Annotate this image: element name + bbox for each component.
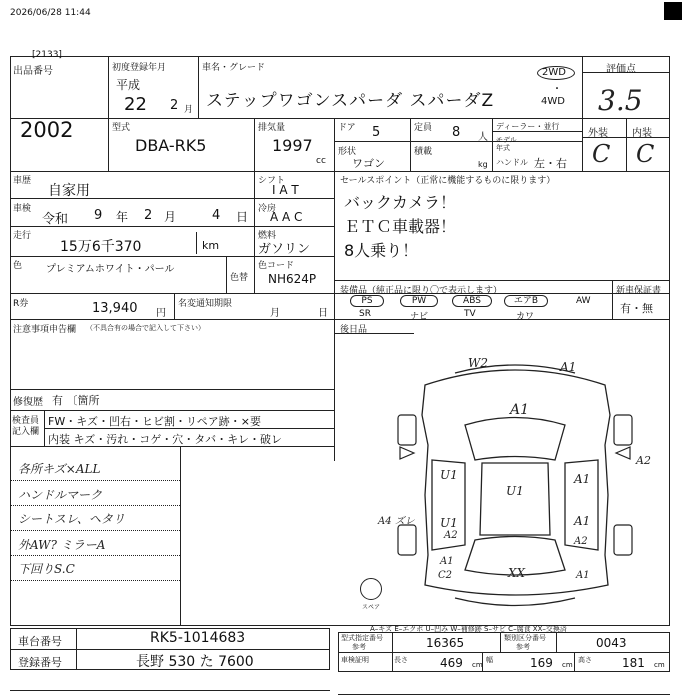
drive-2wd: 2WD	[542, 67, 566, 78]
timestamp: 2026/06/28 11:44	[10, 8, 91, 18]
height-value: 181	[622, 656, 645, 670]
sales-point-line-1: バックカメラ！	[344, 193, 457, 212]
class-num-sub: 参考	[516, 643, 530, 651]
history-label: 車歴	[13, 176, 32, 186]
equip-pw: PW	[400, 295, 438, 307]
equip-aw: AW	[576, 296, 591, 306]
mark-10: A4 ズレ	[378, 516, 415, 527]
notes-sub: （不具合有の場合で記入して下さい）	[86, 324, 205, 332]
capacity-label: 定員	[414, 123, 433, 133]
mark-8: U1	[440, 516, 458, 530]
drive-4wd: 4WD	[541, 96, 565, 107]
handnote-5: 下回りS.C	[18, 562, 75, 576]
inspector-row2: 内装 キズ・汚れ・コゲ・穴・タバ・キレ・破レ	[48, 433, 283, 446]
class-num-value: 0043	[596, 636, 627, 650]
notes-label: 注意事項申告欄	[13, 325, 77, 335]
mileage-unit: km	[202, 239, 220, 252]
shift-value: I A T	[272, 183, 299, 197]
type-num-label: 型式指定番号	[341, 634, 383, 642]
color-change-label: 色替	[230, 273, 249, 283]
doors-label: ドア	[338, 123, 356, 133]
load-label: 積載	[414, 147, 433, 157]
equip-ps: PS	[350, 295, 384, 307]
load-unit: kg	[478, 160, 488, 169]
mark-16: A2	[574, 536, 588, 547]
inspection-month: 2	[144, 208, 153, 223]
inspection-day-unit: 日	[236, 210, 249, 224]
size-label: 車検証明	[341, 656, 369, 664]
mark-7: A1	[574, 472, 591, 486]
inspector-row1: FW・キズ・凹右・ヒビ割・リペア跡・×要	[48, 415, 261, 428]
mark-1: W2	[468, 356, 488, 370]
spare-label: スペア	[362, 604, 381, 611]
name-change-day: 日	[318, 308, 328, 319]
grade-value: 3.5	[598, 84, 643, 117]
later-label: 後日品	[340, 325, 368, 335]
shape-value: ワゴン	[352, 157, 385, 170]
spare-tire-circle	[360, 578, 382, 600]
handle-label: ハンドル	[496, 158, 528, 167]
equip-airbag: エアB	[504, 295, 548, 307]
drive-sep: ・	[552, 84, 562, 95]
mark-9: A1	[574, 514, 591, 528]
recycle-value: 13,940	[92, 301, 138, 316]
fuel-label: 燃料	[258, 231, 277, 241]
mark-14: XX	[508, 566, 526, 580]
mileage-label: 走行	[13, 231, 32, 241]
chassis-value: RK5-1014683	[150, 630, 246, 646]
inspection-era: 令和	[42, 212, 69, 227]
displacement-value: 1997	[272, 136, 313, 155]
car-name-label: 車名・グレード	[202, 63, 266, 73]
name-change-month: 月	[270, 308, 280, 319]
mileage-value: 15万6千370	[60, 239, 142, 255]
exterior-label: 外装	[588, 128, 608, 139]
legend-text: A–キズ E–エクボ U–凹み W–補修跡 S–サビ C–腐食 XX–交換済	[370, 625, 567, 633]
width-value: 169	[530, 656, 553, 670]
length-label: 長さ	[394, 656, 408, 664]
mark-15: A1	[576, 570, 590, 581]
history-value: 自家用	[48, 183, 90, 199]
inspection-label: 車検	[13, 204, 32, 214]
model-year-label: モデル 年式	[496, 136, 517, 152]
doors-value: 5	[372, 125, 381, 140]
sales-point-label: セールスポイント（正常に機能するものに限ります）	[340, 176, 556, 186]
first-reg-label: 初度登録年月	[112, 63, 167, 73]
handnote-3: シートスレ、ヘタリ	[18, 512, 125, 526]
equip-abs: ABS	[452, 295, 492, 307]
mark-13: A1	[440, 556, 454, 567]
chassis-label: 車台番号	[18, 635, 62, 648]
lot-number: 2002	[20, 118, 74, 142]
warranty-label: 新車保証書	[616, 286, 662, 296]
first-reg-month-unit: 月	[184, 105, 194, 115]
shape-label: 形状	[338, 147, 357, 157]
displacement-label: 排気量	[258, 123, 286, 133]
color-code-value: NH624P	[268, 272, 317, 286]
color-label: 色	[13, 261, 23, 271]
inspector-label: 検査員 記入欄	[12, 416, 40, 437]
scan-marker	[664, 2, 682, 20]
fuel-value: ガソリン	[258, 242, 311, 257]
inspection-month-unit: 月	[164, 210, 177, 224]
plate-label: 登録番号	[18, 656, 62, 669]
model-value: DBA-RK5	[135, 136, 207, 155]
type-num-sub: 参考	[352, 643, 366, 651]
mark-6: U1	[506, 484, 524, 498]
interior-value: C	[636, 140, 655, 168]
color-code-label: 色コード	[258, 261, 295, 271]
equip-navi: ナビ	[410, 312, 429, 322]
first-reg-era: 平成	[116, 78, 141, 92]
car-name-value: ステップワゴンスパーダ スパーダZ	[206, 91, 495, 111]
model-label: 型式	[112, 123, 131, 133]
mark-4: A2	[636, 454, 651, 467]
height-label: 高さ	[578, 656, 592, 664]
mark-11: A2	[444, 530, 458, 541]
length-value: 469	[440, 656, 463, 670]
sales-point-line-2: ＥＴＣ車載器！	[344, 217, 457, 236]
width-unit: cm	[562, 661, 573, 669]
ac-value: A A C	[270, 210, 303, 224]
equip-sr: SR	[359, 309, 371, 319]
length-unit: cm	[472, 661, 483, 669]
recycle-unit: 円	[156, 308, 166, 319]
first-reg-month: 2	[170, 98, 179, 113]
equip-leather: カワ	[516, 312, 535, 322]
mark-5: U1	[440, 468, 458, 482]
repair-value: 有 〔箇所	[52, 394, 100, 407]
handle-value: 左・右	[534, 157, 567, 170]
plate-value: 長野 530 た 7600	[136, 654, 254, 670]
grade-label: 評価点	[606, 64, 636, 75]
warranty-value: 有・無	[620, 302, 653, 315]
handnote-2: ハンドルマーク	[18, 488, 103, 502]
equip-tv: TV	[464, 309, 476, 319]
first-reg-year: 22	[124, 94, 147, 115]
equipment-label: 装備品（純正品に限り〇で表示します）	[340, 286, 503, 296]
capacity-unit: 人	[478, 132, 488, 143]
interior-label: 内装	[632, 128, 652, 139]
class-num-label: 類別区分番号	[504, 634, 546, 642]
mark-2: A1	[560, 360, 577, 374]
repair-label: 修復歴	[13, 397, 43, 408]
inspection-year-unit: 年	[116, 210, 129, 224]
displacement-unit: cc	[316, 156, 326, 166]
mark-12: C2	[438, 570, 453, 581]
dealer-label: ディーラー・並行	[496, 122, 560, 131]
ac-label: 冷房	[258, 204, 277, 214]
lot-ref: [2133]	[32, 50, 62, 60]
height-unit: cm	[654, 661, 665, 669]
inspection-day: 4	[212, 208, 221, 223]
handnote-1: 各所キズ×ALL	[18, 462, 101, 476]
recycle-label: R券	[13, 299, 29, 309]
inspection-year: 9	[94, 208, 103, 223]
color-value: プレミアムホワイト・パール	[46, 264, 175, 275]
sales-point-line-3: 8人乗り！	[344, 241, 419, 260]
mark-3: A1	[510, 402, 530, 418]
exterior-value: C	[592, 140, 611, 168]
capacity-value: 8	[452, 125, 461, 140]
width-label: 幅	[486, 656, 493, 664]
handnote-4: 外AW? ミラーA	[18, 538, 106, 552]
lot-label: 出品番号	[13, 66, 53, 77]
shift-label: シフト	[258, 176, 286, 186]
type-num-value: 16365	[426, 636, 465, 650]
name-change-label: 名変通知期限	[178, 299, 233, 309]
